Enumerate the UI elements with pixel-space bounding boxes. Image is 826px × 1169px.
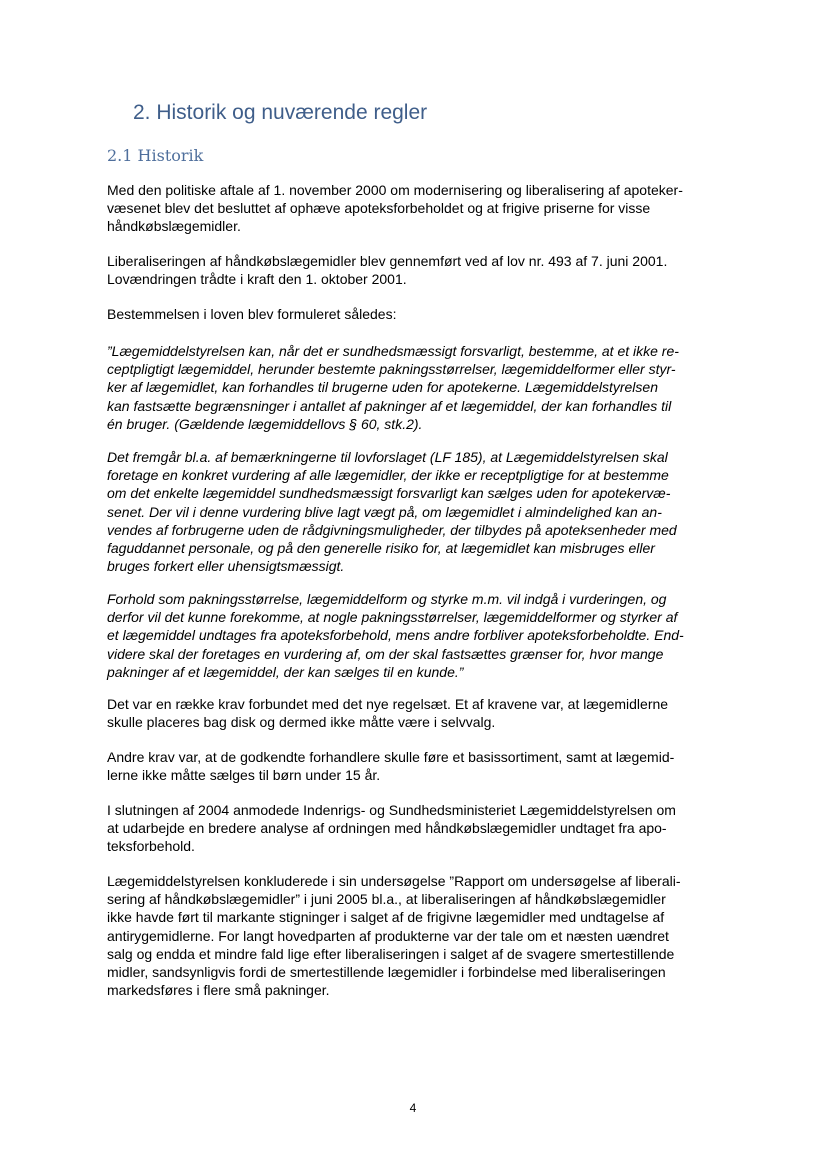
text-line: Liberaliseringen af håndkøbslægemidler blev gennemført ved af lov nr. 493 af 7. juni 2001.: [107, 253, 668, 269]
paragraph-provision-intro: [107, 305, 737, 323]
text-line: Lægemiddelstyrelsen konkluderede i sin undersøgelse ”Rapport om undersøgelse af liberali-: [107, 873, 681, 889]
text-line: håndkøbslægemidler.: [107, 218, 241, 235]
section-heading: 2. Historik og nuværende regler: [133, 101, 428, 124]
paragraph-other-requirements: [107, 748, 737, 784]
text-line: ikke havde ført til markante stigninger i salget af de frigivne lægemidler med undtagelse af: [107, 909, 665, 926]
text-line: Det fremgår bl.a. af bemærkningerne til lovforslaget (LF 185), at Lægemiddelstyrelsen skal: [107, 449, 668, 465]
text-line: Det var en række krav forbundet med det nye regelsæt. Et af kravene var, at lægemidlerne: [107, 696, 669, 712]
text-line: ”Lægemiddelstyrelsen kan, når det er sundhedsmæssigt forsvarligt, bestemme, at et ikke re-: [107, 343, 679, 359]
paragraph-analysis-request: [107, 801, 737, 856]
text-line: kan fastsætte begrænsninger i antallet af pakninger af et lægemiddel, der kan forhandles til: [107, 397, 672, 414]
quote-paragraph-1: [107, 342, 737, 433]
text-line: teksforbehold.: [107, 838, 195, 855]
text-line: vendes af forbrugerne uden de rådgivningsmuligheder, der tilbydes på apoteksenheder med: [107, 521, 677, 538]
text-line: I slutningen af 2004 anmodede Indenrigs- og Sundhedsministeriet Lægemiddelstyrelsen om: [107, 802, 676, 818]
subsection-heading: 2.1 Historik: [107, 146, 204, 165]
text-line: antirygemidlerne. For langt hovedparten af produkterne var der tale om et næsten uændret: [107, 927, 669, 944]
text-line: skulle placeres bag disk og dermed ikke måtte være i selvvalg.: [107, 714, 496, 731]
text-line: foretage en konkret vurdering af alle lægemidler, der ikke er receptpligtige for at bestemme: [107, 467, 669, 484]
text-line: senet. Der vil i denne vurdering blive lagt vægt på, om lægemidlet i almindelighed kan an-: [107, 503, 662, 520]
text-line: sering af håndkøbslægemidler” i juni 2005 bl.a., at liberaliseringen af håndkøbslægemidler: [107, 891, 666, 908]
text-line: Med den politiske aftale af 1. november 2000 om modernisering og liberalisering af apoteker-: [107, 182, 683, 198]
text-line: væsenet blev det besluttet af ophæve apoteksforbeholdet og at frigive priserne for visse: [107, 200, 651, 217]
quote-paragraph-3: [107, 590, 737, 681]
text-line: et lægemiddel undtages fra apoteksforbehold, mens andre forbliver apoteksforbeholdte. End-: [107, 627, 684, 644]
text-line: Andre krav var, at de godkendte forhandlere skulle føre et basissortiment, samt at lægemid-: [107, 749, 675, 765]
paragraph-conclusion: [107, 872, 737, 999]
text-line: salg og endda et mindre fald lige efter liberaliseringen i salget af de svagere smertestillende: [107, 945, 675, 962]
paragraph-requirements: [107, 695, 737, 731]
text-line: ceptpligtigt lægemiddel, herunder bestemte pakningsstørrelser, lægemiddelformer eller styr-: [107, 361, 676, 378]
text-line: pakninger af et lægemiddel, der kan sælges til en kunde.”: [107, 663, 464, 680]
quote-paragraph-2: [107, 448, 737, 575]
text-line: ker af lægemidlet, kan forhandles til brugerne uden for apotekerne. Lægemiddelstyrelsen: [107, 379, 658, 396]
text-line: derfor vil det kunne forekomme, at nogle pakningsstørrelser, lægemiddelformer og styrker af: [107, 609, 678, 626]
text-line: at udarbejde en bredere analyse af ordningen med håndkøbslægemidler undtaget fra apo-: [107, 820, 667, 837]
text-line: Lovændringen trådte i kraft den 1. oktober 2001.: [107, 271, 407, 288]
text-line: Forhold som pakningsstørrelse, lægemiddelform og styrke m.m. vil indgå i vurderingen, og: [107, 591, 667, 607]
text-line: Bestemmelsen i loven blev formuleret således:: [107, 306, 397, 322]
paragraph-law: [107, 252, 737, 288]
text-line: lerne ikke måtte sælges til børn under 15 år.: [107, 767, 381, 784]
text-line: bruges forkert eller uhensigtsmæssigt.: [107, 558, 345, 575]
text-line: markedsføres i flere små pakninger.: [107, 982, 330, 999]
paragraph-intro: [107, 181, 737, 236]
text-line: én bruger. (Gældende lægemiddellovs § 60, stk.2).: [107, 415, 423, 432]
text-line: om det enkelte lægemiddel sundhedsmæssigt forsvarligt kan sælges uden for apotekervæ-: [107, 485, 671, 502]
page-number: 4: [409, 1101, 417, 1115]
text-line: midler, sandsynligvis fordi de smertestillende lægemidler i forbindelse med liberaliseringen: [107, 964, 666, 981]
text-line: faguddannet personale, og på den generelle risiko for, at lægemidlet kan misbruges eller: [107, 540, 655, 557]
text-line: videre skal der foretages en vurdering af, om der skal fastsættes grænser for, hvor mange: [107, 645, 664, 662]
